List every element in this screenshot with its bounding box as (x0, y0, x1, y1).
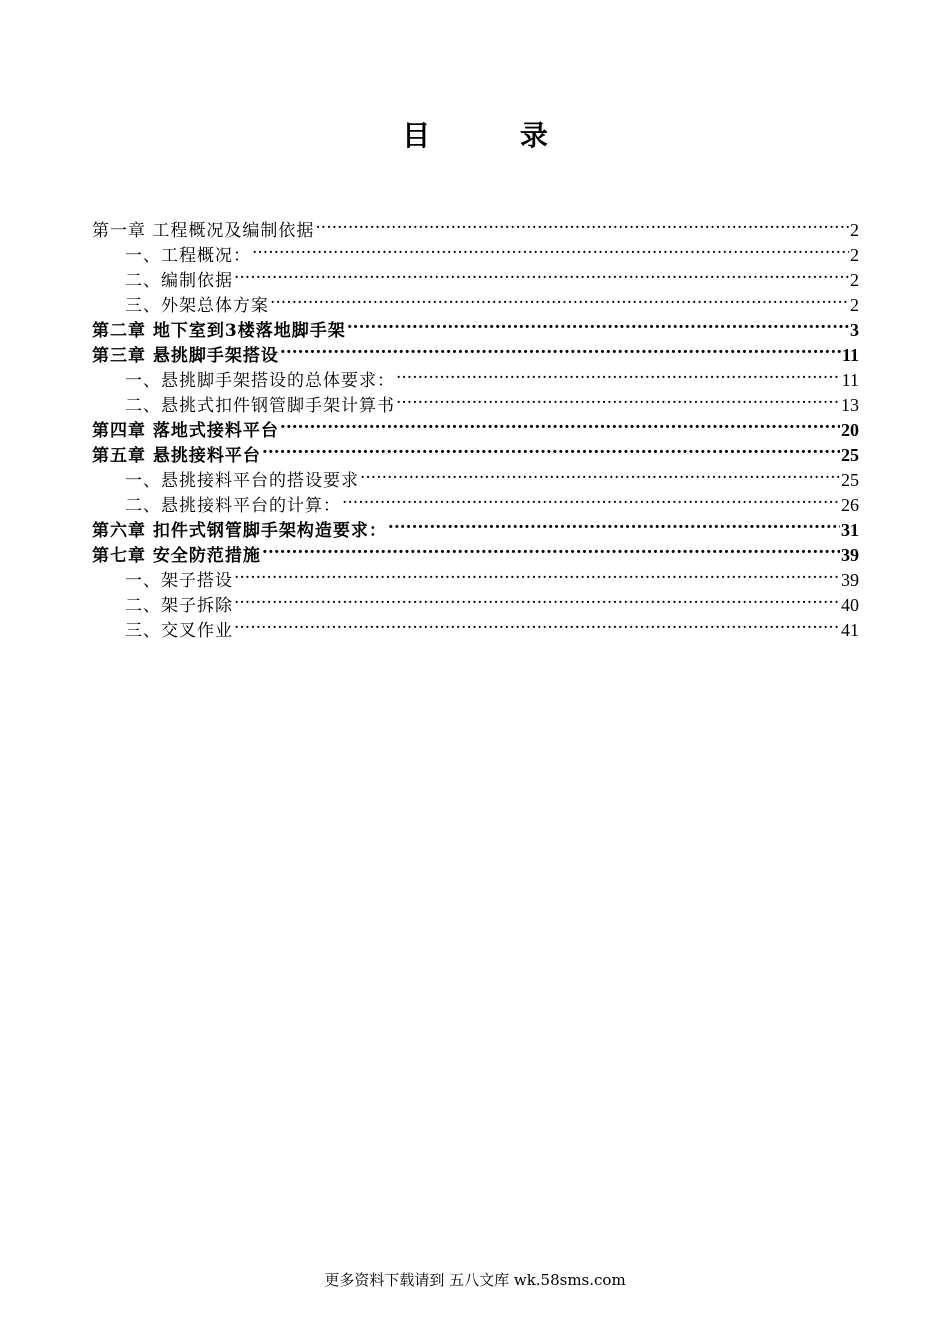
toc-dot-leader (280, 411, 840, 436)
toc-entry-title: 一、架子搭设 (125, 571, 233, 591)
table-of-contents (92, 211, 859, 641)
toc-dot-leader (396, 361, 841, 386)
toc-dot-leader (347, 311, 849, 336)
toc-page-number: 39 (841, 545, 859, 565)
toc-dot-leader (252, 236, 849, 261)
toc-dot-leader (234, 561, 840, 586)
toc-entry-title: 第二章 地下室到3楼落地脚手架 (92, 321, 346, 341)
toc-dot-leader (270, 286, 849, 311)
toc-entry-title: 一、悬挑脚手架搭设的总体要求： (125, 371, 395, 391)
toc-entry-title: 二、悬挑式扣件钢管脚手架计算书 (125, 396, 395, 416)
toc-page-number: 25 (841, 445, 859, 465)
toc-entry-title: 二、架子拆除 (125, 596, 233, 616)
toc-dot-leader (234, 261, 849, 286)
toc-page-number: 3 (850, 320, 859, 340)
toc-page-number: 39 (841, 570, 859, 590)
toc-entry-title: 第四章 落地式接料平台 (92, 421, 279, 441)
toc-entry-title: 三、交叉作业 (125, 621, 233, 641)
toc-dot-leader (234, 611, 840, 636)
toc-page-number: 13 (841, 395, 859, 415)
toc-page-number: 11 (841, 345, 859, 365)
footer-note: 更多资料下载请到 五八文库 wk.58sms.com (324, 1271, 626, 1289)
toc-entry-title: 第七章 安全防范措施 (92, 546, 261, 566)
toc-dot-leader (388, 511, 840, 536)
toc-dot-leader (262, 536, 840, 561)
toc-dot-leader (315, 211, 849, 236)
toc-entry-title: 第三章 悬挑脚手架搭设 (92, 346, 279, 366)
toc-page-number: 20 (841, 420, 859, 440)
toc-dot-leader (360, 461, 840, 486)
toc-dot-leader (396, 386, 840, 411)
toc-dot-leader (262, 436, 840, 461)
toc-page-number: 25 (841, 470, 859, 490)
toc-page-number: 31 (841, 520, 859, 540)
toc-entry-title: 一、工程概况： (125, 246, 251, 266)
toc-entry-title: 一、悬挑接料平台的搭设要求 (125, 471, 359, 491)
toc-page-number: 40 (841, 595, 859, 615)
toc-dot-leader (280, 336, 841, 361)
toc-chapter-entry[interactable] (92, 211, 859, 241)
toc-page-number: 26 (841, 495, 859, 515)
toc-entry-title: 三、外架总体方案 (125, 296, 269, 316)
toc-page-number: 2 (850, 245, 859, 265)
toc-dot-leader (342, 486, 840, 511)
toc-page-number: 41 (841, 620, 859, 640)
toc-dot-leader (234, 586, 840, 611)
page-title: 目 录 (402, 119, 588, 152)
toc-page-number: 2 (850, 220, 859, 240)
toc-entry-title: 二、悬挑接料平台的计算： (125, 496, 341, 516)
toc-page-number: 2 (850, 270, 859, 290)
toc-entry-title: 二、编制依据 (125, 271, 233, 291)
toc-entry-title: 第一章 工程概况及编制依据 (92, 221, 315, 241)
toc-entry-title: 第六章 扣件式钢管脚手架构造要求： (92, 521, 387, 541)
toc-page-number: 11 (841, 370, 859, 390)
toc-entry-title: 第五章 悬挑接料平台 (92, 446, 261, 466)
toc-page-number: 2 (850, 295, 859, 315)
